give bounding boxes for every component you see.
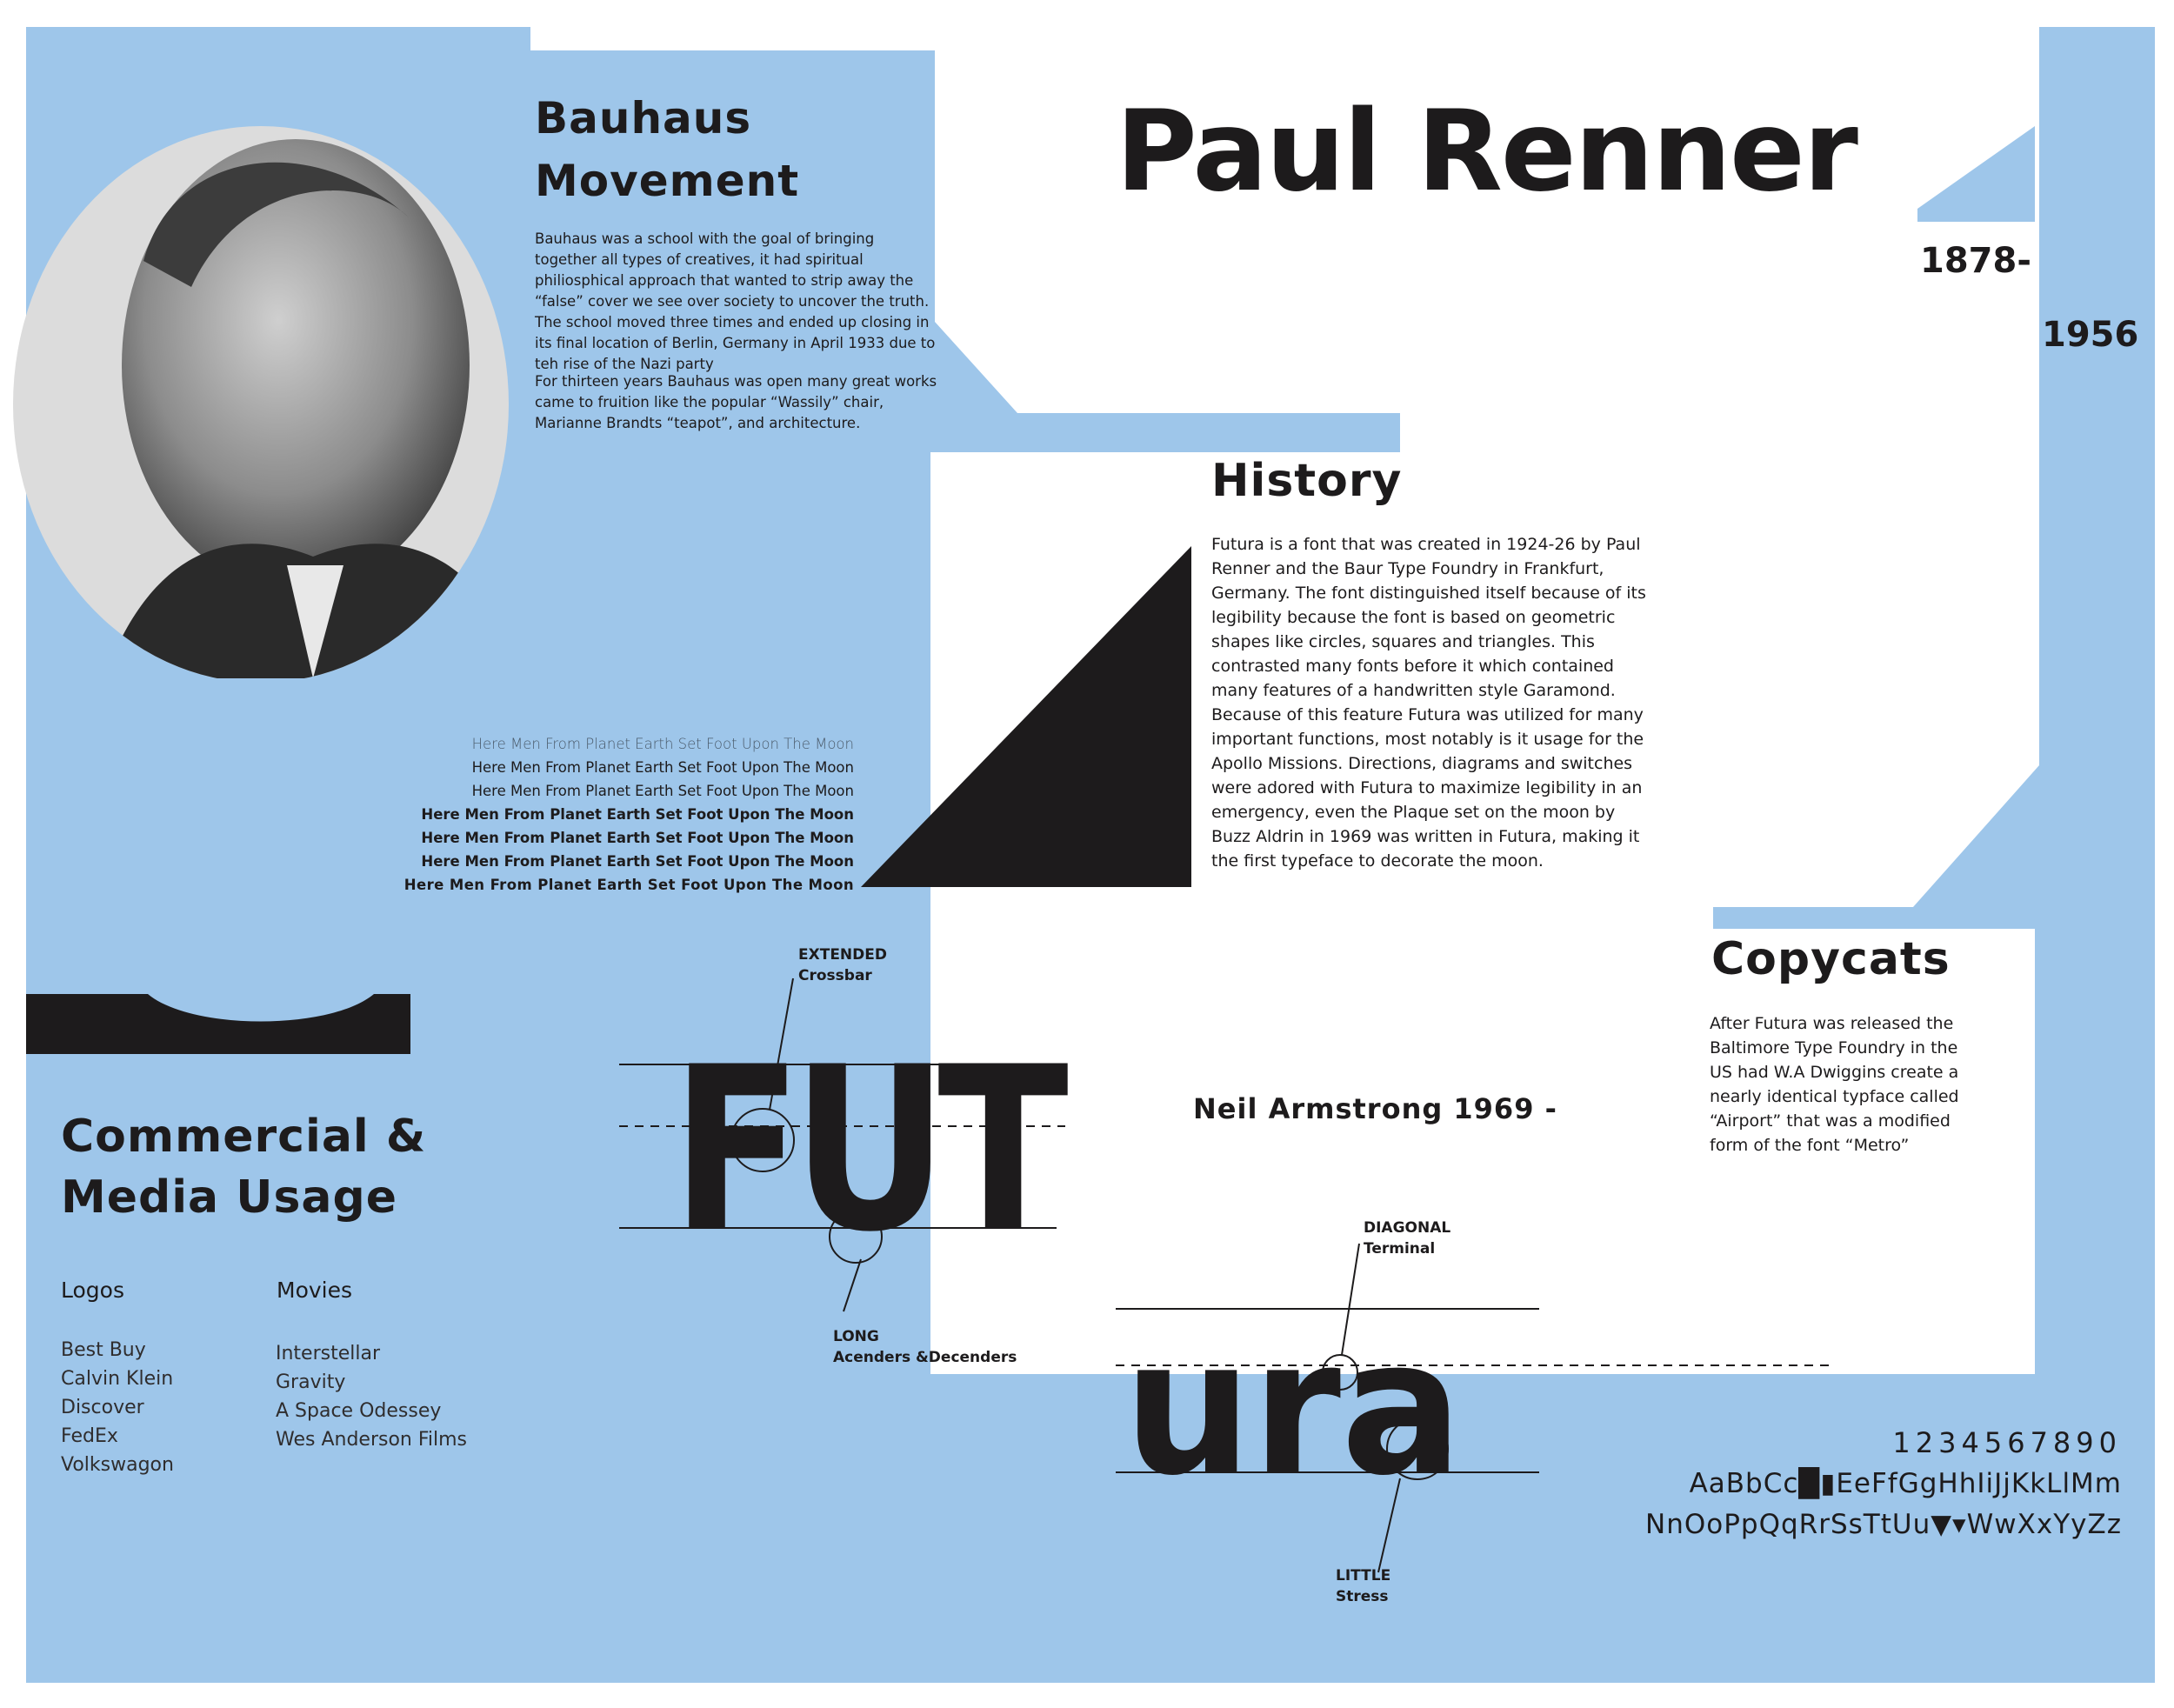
annotation-long	[833, 1326, 1017, 1368]
fut-display-word: FUT	[671, 1019, 1070, 1282]
copycats-body: After Futura was released the Baltimore Type Foundry in the US had W.A Dwiggins create a nearly identical typface called “Airport” that was a modified form of the font “Metro”	[1710, 1014, 1959, 1155]
logos-heading: Logos	[61, 1278, 124, 1303]
annotation-diagonal-label: DIAGONAL	[1364, 1219, 1451, 1237]
specimen-line-medium: Here Men From Planet Earth Set Foot Upon The Moon	[421, 806, 854, 823]
list-item: Gravity	[276, 1371, 346, 1393]
list-item: Volkswagon	[61, 1454, 174, 1476]
specimen-line-light: Here Men From Planet Earth Set Foot Upon The Moon	[471, 759, 854, 776]
commercial-title-line2: Media Usage	[61, 1171, 398, 1224]
specimen-line-bold: Here Men From Planet Earth Set Foot Upon The Moon	[421, 853, 854, 870]
alphabet-row-2: NnOoPpQqRrSsTtUu▼▾WwXxYyZz	[1645, 1509, 2122, 1540]
blue-wedge-shape	[1917, 126, 2035, 222]
list-item: A Space Odessey	[276, 1400, 442, 1422]
bauhaus-title-line2: Movement	[535, 156, 800, 206]
list-item: Discover	[61, 1397, 144, 1418]
ura-display-word: ura	[1124, 1298, 1463, 1517]
annotation-extended	[798, 944, 887, 986]
annotation-little-sub: Stress	[1336, 1588, 1389, 1605]
specimen-line-book: Here Men From Planet Earth Set Foot Upon The Moon	[471, 783, 854, 799]
alphabet-numbers: 1234567890	[1892, 1426, 2122, 1459]
annotation-long-label: LONG	[833, 1328, 879, 1345]
annotation-extended-label: EXTENDED	[798, 946, 887, 964]
copycats-title: Copycats	[1711, 933, 1951, 985]
specimen-line-heavy: Here Men From Planet Earth Set Foot Upon The Moon	[403, 877, 854, 893]
bauhaus-title	[535, 87, 799, 212]
commercial-title-line1: Commercial &	[61, 1111, 427, 1163]
alphabet-specimen	[1583, 1424, 2122, 1544]
page-title: Paul Renner	[1116, 87, 1857, 217]
annotation-little-label: LITTLE	[1336, 1567, 1391, 1585]
list-item: Calvin Klein	[61, 1368, 174, 1390]
list-item: Interstellar	[276, 1343, 381, 1364]
neil-armstrong-caption: Neil Armstrong 1969 -	[1193, 1092, 1557, 1125]
movies-list	[276, 1339, 467, 1454]
bauhaus-paragraph-1: Bauhaus was a school with the goal of bringing together all types of creatives, it had spiritual philiosphical approach that wanted to strip away the “false” cover we see over society to uncover the truth. The school moved three times and ended up closing in its final location of Berlin, Germany in April 1933 due to teh rise of the Nazi party	[535, 230, 936, 372]
bauhaus-paragraph-2: For thirteen years Bauhaus was open many great works came to fruition like the popular “Wassily” chair, Marianne Brandts “teapot”, and architecture.	[535, 373, 937, 431]
specimen-line-thin: Here Men From Planet Earth Set Foot Upon The Moon	[471, 736, 854, 752]
annotation-extended-sub: Crossbar	[798, 967, 872, 984]
death-year: 1956	[2042, 315, 2139, 355]
alphabet-row-1: AaBbCc█▮EeFfGgHhIiJjKkLlMm	[1689, 1468, 2122, 1499]
annotation-diagonal-sub: Terminal	[1364, 1240, 1436, 1258]
list-item: Best Buy	[61, 1339, 146, 1361]
specimen-line-demi: Here Men From Planet Earth Set Foot Upon The Moon	[421, 830, 854, 846]
annotation-long-sub: Acenders &Decenders	[833, 1349, 1017, 1366]
bauhaus-title-line1: Bauhaus	[535, 93, 752, 143]
logos-list	[61, 1336, 174, 1479]
commercial-title	[61, 1106, 426, 1228]
list-item: FedEx	[61, 1425, 118, 1447]
weight-specimen	[330, 732, 854, 897]
annotation-little	[1336, 1565, 1390, 1607]
birth-year: 1878-	[1920, 241, 2031, 281]
list-item: Wes Anderson Films	[276, 1429, 468, 1451]
history-body: Futura is a font that was created in 1924-26 by Paul Renner and the Baur Type Foundry in Frankfurt, Germany. The font distinguished itself because of its legibility because the font is based on geometric shapes like circles, squares and triangles. This contrasted many fonts before it which contained many features of a handwritten style Garamond. Because of this feature Futura was utilized for many important functions, most notably is it usage for the Apollo Missions. Directions, diagrams and switches were adored with Futura to maximize legibility in an emergency, even the Plaque set on the moon by Buzz Aldrin in 1969 was written in Futura, making it the first typeface to decorate the moon.	[1211, 535, 1646, 871]
movies-heading: Movies	[277, 1278, 353, 1303]
history-title: History	[1211, 455, 1403, 507]
annotation-diagonal	[1364, 1218, 1450, 1259]
